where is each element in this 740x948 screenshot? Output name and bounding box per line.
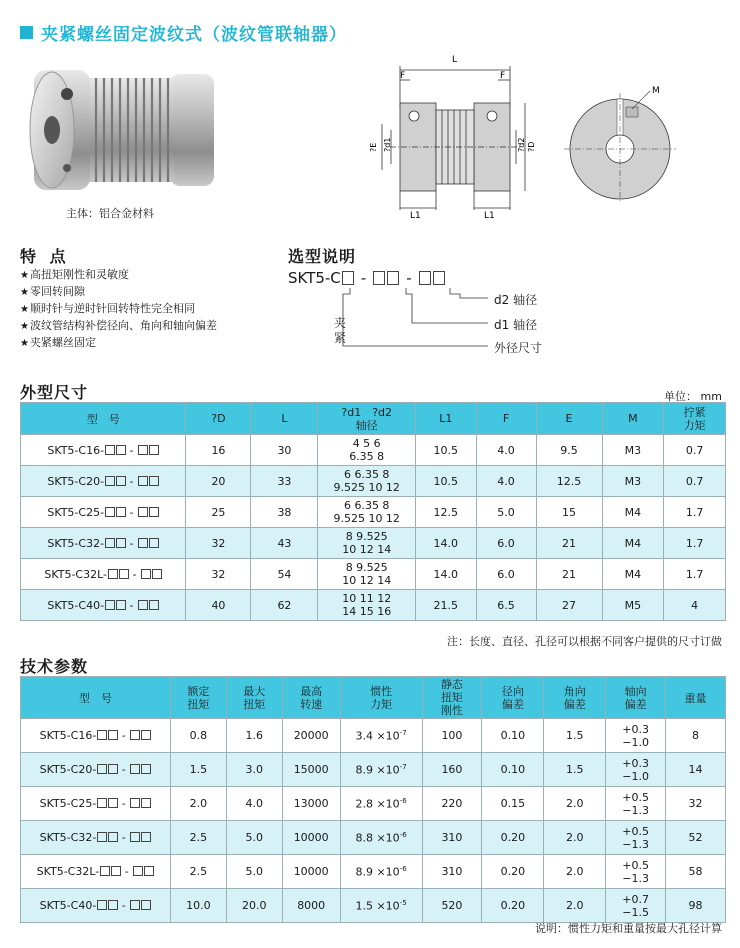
star-icon: ★ bbox=[20, 304, 29, 315]
cell-E: 9.5 bbox=[536, 435, 602, 466]
cell-M: M3 bbox=[602, 466, 664, 497]
star-icon: ★ bbox=[20, 270, 29, 281]
cell-L1: 10.5 bbox=[416, 435, 477, 466]
code-box bbox=[130, 730, 140, 740]
cell-E: 21 bbox=[536, 559, 602, 590]
cell-F: 4.0 bbox=[476, 435, 536, 466]
cell-weight: 32 bbox=[666, 787, 726, 821]
cell-angular: 2.0 bbox=[544, 821, 606, 855]
model-cell: SKT5-C20- - bbox=[21, 466, 186, 497]
code-box bbox=[149, 445, 159, 455]
code-box bbox=[144, 866, 154, 876]
table-row bbox=[21, 719, 726, 753]
code-box bbox=[97, 798, 107, 808]
col-max-speed: 最高 转速 bbox=[282, 677, 340, 719]
col-axial: 轴向 偏差 bbox=[606, 677, 666, 719]
table-row bbox=[21, 559, 726, 590]
cell-axial: +0.3 −1.0 bbox=[606, 753, 666, 787]
code-box bbox=[105, 538, 115, 548]
code-box bbox=[108, 798, 118, 808]
selection-code bbox=[288, 268, 446, 288]
code-box bbox=[105, 507, 115, 517]
code-box bbox=[130, 798, 140, 808]
cell-F: 6.5 bbox=[476, 590, 536, 621]
cell-max: 20.0 bbox=[226, 889, 282, 923]
cell-M: M5 bbox=[602, 590, 664, 621]
code-box bbox=[342, 271, 354, 285]
cell-L1: 10.5 bbox=[416, 466, 477, 497]
cell-max: 5.0 bbox=[226, 855, 282, 889]
cell-L1: 14.0 bbox=[416, 528, 477, 559]
cell-torque: 0.7 bbox=[664, 435, 726, 466]
cell-angular: 1.5 bbox=[544, 719, 606, 753]
label-d1-bore: d1 轴径 bbox=[494, 318, 538, 332]
unit-label: 单位： mm bbox=[664, 390, 722, 403]
cell-rated: 0.8 bbox=[170, 719, 226, 753]
code-box bbox=[116, 507, 126, 517]
label-d2: ?d2 bbox=[517, 137, 526, 152]
cell-max: 5.0 bbox=[226, 821, 282, 855]
cell-D: 16 bbox=[186, 435, 251, 466]
code-box bbox=[141, 569, 151, 579]
cell-L: 43 bbox=[251, 528, 318, 559]
star-icon: ★ bbox=[20, 287, 29, 298]
title-square-icon bbox=[20, 26, 33, 39]
col-max-torque: 最大 扭矩 bbox=[226, 677, 282, 719]
model-cell: SKT5-C32L- - bbox=[21, 559, 186, 590]
feature-item: ★顺时针与逆时针回转特性完全相同 bbox=[20, 302, 195, 315]
code-box bbox=[138, 507, 148, 517]
code-box bbox=[133, 866, 143, 876]
cell-axial: +0.3 −1.0 bbox=[606, 719, 666, 753]
cell-speed: 20000 bbox=[282, 719, 340, 753]
cell-weight: 52 bbox=[666, 821, 726, 855]
code-box bbox=[141, 900, 151, 910]
code-box bbox=[141, 764, 151, 774]
code-box bbox=[138, 538, 148, 548]
col-weight: 重量 bbox=[666, 677, 726, 719]
code-sep: - bbox=[360, 269, 367, 287]
cell-E: 15 bbox=[536, 497, 602, 528]
col-angular: 角向 偏差 bbox=[544, 677, 606, 719]
cell-radial: 0.20 bbox=[482, 855, 544, 889]
cell-torque: 1.7 bbox=[664, 497, 726, 528]
model-cell: SKT5-C32- - bbox=[21, 821, 171, 855]
cell-inertia: $8.9 \times 10^{-6}$ bbox=[340, 855, 422, 889]
col-M: M bbox=[602, 403, 664, 435]
cell-rated: 10.0 bbox=[170, 889, 226, 923]
cell-D: 20 bbox=[186, 466, 251, 497]
col-bore: ?d1 ?d2 轴径 bbox=[318, 403, 416, 435]
model-cell: SKT5-C16- - bbox=[21, 435, 186, 466]
code-box bbox=[108, 900, 118, 910]
code-box bbox=[116, 445, 126, 455]
cell-radial: 0.10 bbox=[482, 753, 544, 787]
technical-table bbox=[20, 676, 726, 923]
cell-speed: 10000 bbox=[282, 821, 340, 855]
code-box bbox=[105, 476, 115, 486]
table-row bbox=[21, 889, 726, 923]
code-box bbox=[105, 600, 115, 610]
feature-item: ★高扭矩刚性和灵敏度 bbox=[20, 268, 129, 281]
code-box bbox=[138, 445, 148, 455]
code-box bbox=[105, 445, 115, 455]
code-box bbox=[152, 569, 162, 579]
cell-stiffness: 520 bbox=[422, 889, 482, 923]
cell-stiffness: 220 bbox=[422, 787, 482, 821]
dimensions-note: 注：长度、直径、孔径可以根据不同客户提供的尺寸订做 bbox=[447, 635, 722, 648]
code-box bbox=[149, 507, 159, 517]
code-box bbox=[419, 271, 431, 285]
cell-M: M3 bbox=[602, 435, 664, 466]
label-outer-diameter: 外径尺寸 bbox=[494, 341, 543, 355]
cell-bore: 10 11 12 14 15 16 bbox=[318, 590, 416, 621]
cell-inertia: $3.4 \times 10^{-7}$ bbox=[340, 719, 422, 753]
cell-speed: 13000 bbox=[282, 787, 340, 821]
col-D: ?D bbox=[186, 403, 251, 435]
code-box bbox=[387, 271, 399, 285]
cell-L1: 14.0 bbox=[416, 559, 477, 590]
cell-angular: 2.0 bbox=[544, 889, 606, 923]
col-rated-torque: 额定 扭矩 bbox=[170, 677, 226, 719]
cell-speed: 8000 bbox=[282, 889, 340, 923]
label-M: M bbox=[652, 86, 660, 96]
page-title bbox=[20, 20, 347, 44]
cell-D: 25 bbox=[186, 497, 251, 528]
dimensions-table bbox=[20, 402, 726, 621]
cell-radial: 0.20 bbox=[482, 821, 544, 855]
cell-stiffness: 100 bbox=[422, 719, 482, 753]
cell-inertia: $8.9 \times 10^{-7}$ bbox=[340, 753, 422, 787]
cell-radial: 0.15 bbox=[482, 787, 544, 821]
page-title-text: 夹紧螺丝固定波纹式（波纹管联轴器） bbox=[41, 24, 347, 45]
cell-L: 30 bbox=[251, 435, 318, 466]
cell-bore: 4 5 6 6.35 8 bbox=[318, 435, 416, 466]
cell-max: 1.6 bbox=[226, 719, 282, 753]
cell-stiffness: 310 bbox=[422, 821, 482, 855]
cell-stiffness: 160 bbox=[422, 753, 482, 787]
star-icon: ★ bbox=[20, 338, 29, 349]
col-E: E bbox=[536, 403, 602, 435]
feature-item: ★零回转间隙 bbox=[20, 285, 85, 298]
cell-D: 32 bbox=[186, 559, 251, 590]
code-box bbox=[111, 866, 121, 876]
cell-L: 62 bbox=[251, 590, 318, 621]
code-box bbox=[97, 764, 107, 774]
code-box bbox=[130, 832, 140, 842]
label-E: ?E bbox=[369, 142, 378, 152]
cell-L1: 21.5 bbox=[416, 590, 477, 621]
cell-E: 12.5 bbox=[536, 466, 602, 497]
label-F-left: F bbox=[400, 71, 406, 81]
features-list bbox=[20, 266, 217, 351]
cell-M: M4 bbox=[602, 559, 664, 590]
cell-L: 54 bbox=[251, 559, 318, 590]
cell-E: 27 bbox=[536, 590, 602, 621]
code-box bbox=[97, 832, 107, 842]
model-cell: SKT5-C40- - bbox=[21, 889, 171, 923]
star-icon: ★ bbox=[20, 321, 29, 332]
product-photo bbox=[20, 66, 220, 196]
cell-weight: 98 bbox=[666, 889, 726, 923]
feature-item: ★夹紧螺丝固定 bbox=[20, 336, 96, 349]
code-sep: - bbox=[406, 269, 412, 287]
col-torque: 拧紧 力矩 bbox=[664, 403, 726, 435]
cell-inertia: $8.8 \times 10^{-6}$ bbox=[340, 821, 422, 855]
cell-inertia: $1.5 \times 10^{-5}$ bbox=[340, 889, 422, 923]
label-L: L bbox=[452, 55, 458, 65]
table-row bbox=[21, 590, 726, 621]
code-box bbox=[119, 569, 129, 579]
code-box bbox=[108, 832, 118, 842]
table-row bbox=[21, 528, 726, 559]
cell-radial: 0.20 bbox=[482, 889, 544, 923]
code-box bbox=[130, 764, 140, 774]
code-box bbox=[116, 600, 126, 610]
cell-torque: 1.7 bbox=[664, 528, 726, 559]
table-row bbox=[21, 855, 726, 889]
table-row bbox=[21, 821, 726, 855]
label-d1: ?d1 bbox=[383, 137, 392, 152]
table-row bbox=[21, 497, 726, 528]
cell-F: 6.0 bbox=[476, 528, 536, 559]
label-clamp: 夹紧 bbox=[333, 316, 346, 345]
cell-angular: 2.0 bbox=[544, 787, 606, 821]
cell-L: 33 bbox=[251, 466, 318, 497]
model-cell: SKT5-C25- - bbox=[21, 497, 186, 528]
code-box bbox=[108, 764, 118, 774]
model-cell: SKT5-C16- - bbox=[21, 719, 171, 753]
code-box bbox=[141, 730, 151, 740]
cell-axial: +0.5 −1.3 bbox=[606, 855, 666, 889]
label-F-right: F bbox=[500, 71, 506, 81]
code-box bbox=[100, 866, 110, 876]
table-row bbox=[21, 787, 726, 821]
code-box bbox=[138, 476, 148, 486]
cell-bore: 6 6.35 8 9.525 10 12 bbox=[318, 497, 416, 528]
code-box bbox=[97, 730, 107, 740]
dimensions-title: 外型尺寸 bbox=[20, 383, 89, 402]
cell-bore: 6 6.35 8 9.525 10 12 bbox=[318, 466, 416, 497]
cell-axial: +0.5 −1.3 bbox=[606, 821, 666, 855]
cell-max: 4.0 bbox=[226, 787, 282, 821]
model-cell: SKT5-C40- - bbox=[21, 590, 186, 621]
cell-M: M4 bbox=[602, 497, 664, 528]
cell-bore: 8 9.525 10 12 14 bbox=[318, 528, 416, 559]
code-box bbox=[116, 476, 126, 486]
cell-torque: 1.7 bbox=[664, 559, 726, 590]
cell-speed: 10000 bbox=[282, 855, 340, 889]
code-box bbox=[97, 900, 107, 910]
code-box bbox=[433, 271, 445, 285]
feature-item: ★波纹管结构补偿径向、角向和轴向偏差 bbox=[20, 319, 217, 332]
col-stiffness: 静态 扭矩 刚性 bbox=[422, 677, 482, 719]
cell-rated: 2.5 bbox=[170, 855, 226, 889]
col-radial: 径向 偏差 bbox=[482, 677, 544, 719]
table-row bbox=[21, 466, 726, 497]
cell-inertia: $2.8 \times 10^{-6}$ bbox=[340, 787, 422, 821]
label-D: ?D bbox=[527, 141, 536, 152]
selection-title: 选型说明 bbox=[288, 247, 357, 266]
cell-M: M4 bbox=[602, 528, 664, 559]
end-view-drawing bbox=[560, 85, 680, 205]
code-box bbox=[141, 798, 151, 808]
cell-weight: 58 bbox=[666, 855, 726, 889]
code-box bbox=[149, 538, 159, 548]
cell-rated: 1.5 bbox=[170, 753, 226, 787]
cell-rated: 2.0 bbox=[170, 787, 226, 821]
col-L1: L1 bbox=[416, 403, 477, 435]
label-L1-left: L1 bbox=[410, 211, 421, 221]
technical-note: 说明：惯性力矩和重量按最大孔径计算 bbox=[535, 922, 722, 935]
code-box bbox=[130, 900, 140, 910]
cell-F: 4.0 bbox=[476, 466, 536, 497]
code-box bbox=[108, 569, 118, 579]
code-box bbox=[138, 600, 148, 610]
code-box bbox=[116, 538, 126, 548]
cell-L: 38 bbox=[251, 497, 318, 528]
table-row bbox=[21, 753, 726, 787]
cell-weight: 14 bbox=[666, 753, 726, 787]
cell-stiffness: 310 bbox=[422, 855, 482, 889]
code-box bbox=[149, 600, 159, 610]
technical-title: 技术参数 bbox=[20, 657, 89, 676]
cell-L1: 12.5 bbox=[416, 497, 477, 528]
cell-rated: 2.5 bbox=[170, 821, 226, 855]
col-L: L bbox=[251, 403, 318, 435]
table-row bbox=[21, 435, 726, 466]
selection-prefix: SKT5-C bbox=[288, 269, 341, 287]
model-cell: SKT5-C32L- - bbox=[21, 855, 171, 889]
material-caption: 主体：铝合金材料 bbox=[66, 207, 154, 220]
cell-radial: 0.10 bbox=[482, 719, 544, 753]
cell-angular: 2.0 bbox=[544, 855, 606, 889]
col-model: 型 号 bbox=[21, 677, 171, 719]
code-box bbox=[141, 832, 151, 842]
cell-max: 3.0 bbox=[226, 753, 282, 787]
cell-F: 6.0 bbox=[476, 559, 536, 590]
cell-weight: 8 bbox=[666, 719, 726, 753]
cell-axial: +0.7 −1.5 bbox=[606, 889, 666, 923]
model-cell: SKT5-C20- - bbox=[21, 753, 171, 787]
code-box bbox=[149, 476, 159, 486]
cell-speed: 15000 bbox=[282, 753, 340, 787]
code-box bbox=[373, 271, 385, 285]
cell-E: 21 bbox=[536, 528, 602, 559]
label-d2-bore: d2 轴径 bbox=[494, 293, 538, 307]
cell-angular: 1.5 bbox=[544, 753, 606, 787]
cell-D: 32 bbox=[186, 528, 251, 559]
col-model: 型 号 bbox=[21, 403, 186, 435]
model-cell: SKT5-C32- - bbox=[21, 528, 186, 559]
cell-F: 5.0 bbox=[476, 497, 536, 528]
features-title: 特 点 bbox=[20, 247, 70, 266]
cell-D: 40 bbox=[186, 590, 251, 621]
label-L1-right: L1 bbox=[484, 211, 495, 221]
cell-torque: 4 bbox=[664, 590, 726, 621]
col-F: F bbox=[476, 403, 536, 435]
code-box bbox=[108, 730, 118, 740]
col-inertia: 惯性 力矩 bbox=[340, 677, 422, 719]
cell-axial: +0.5 −1.3 bbox=[606, 787, 666, 821]
cell-torque: 0.7 bbox=[664, 466, 726, 497]
model-cell: SKT5-C25- - bbox=[21, 787, 171, 821]
cell-bore: 8 9.525 10 12 14 bbox=[318, 559, 416, 590]
